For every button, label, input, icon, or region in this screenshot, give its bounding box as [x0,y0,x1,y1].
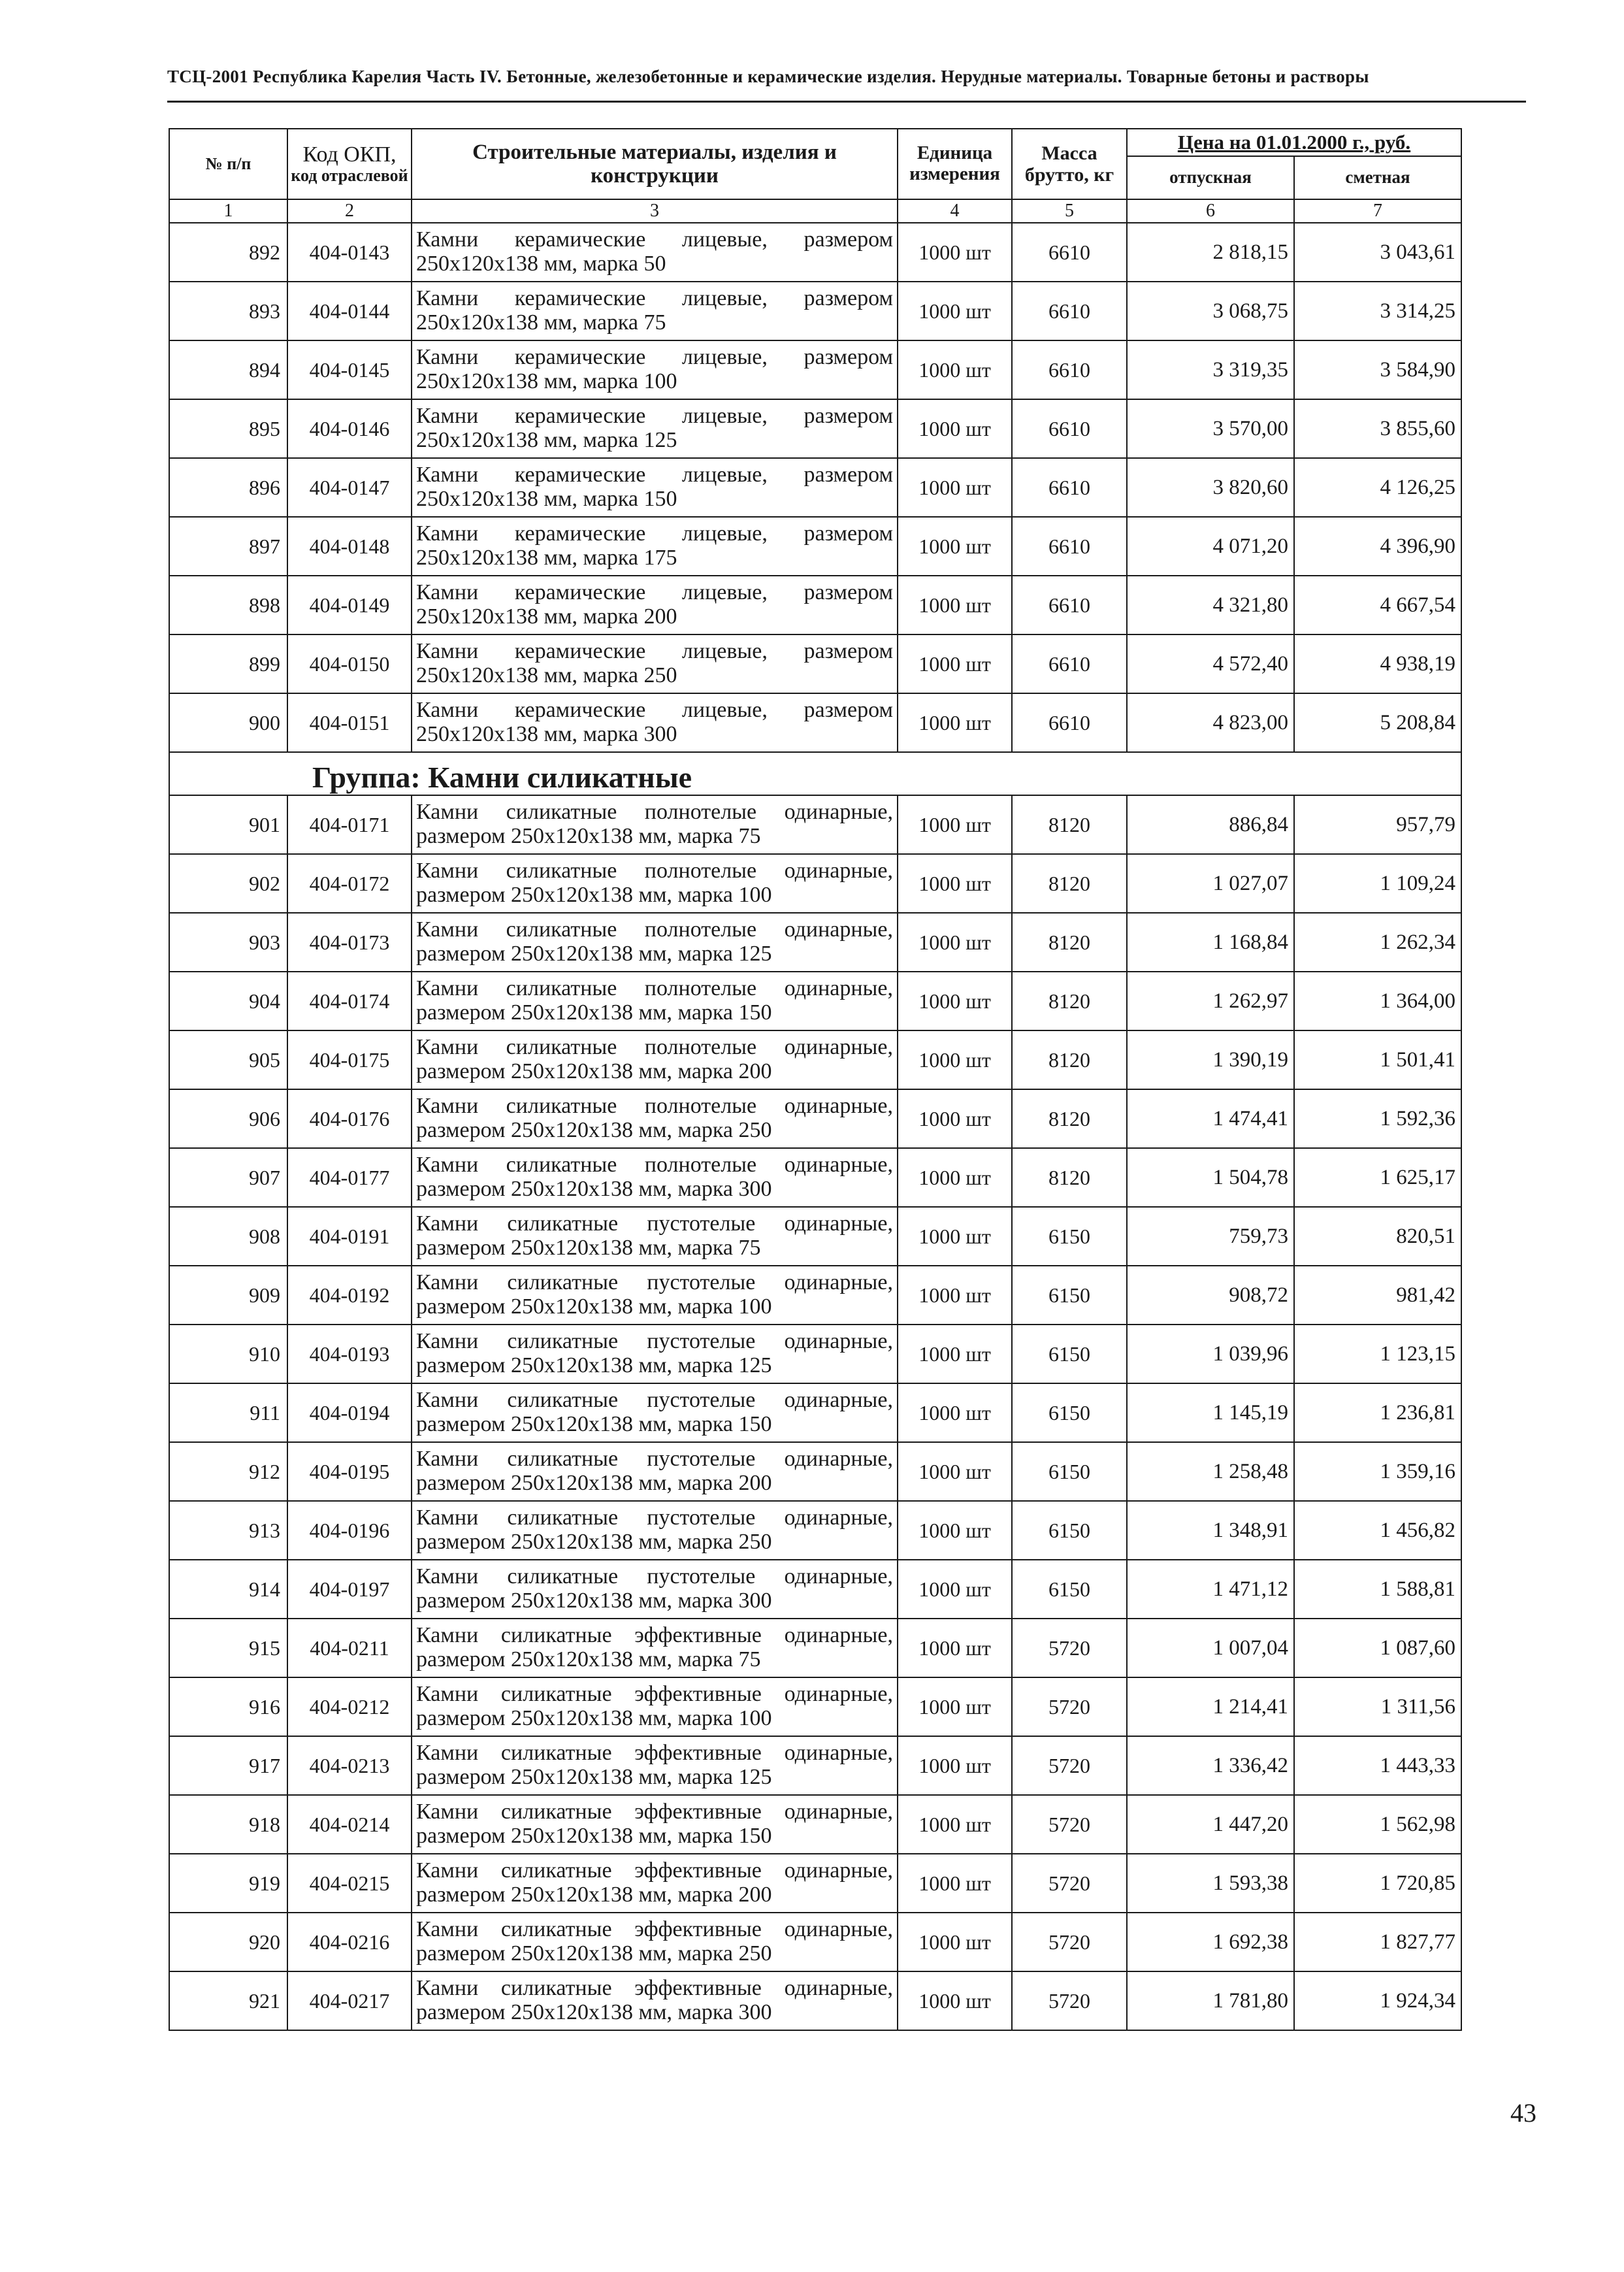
cell-price-release: 1 781,80 [1127,1971,1294,2030]
table-row [169,795,1461,854]
cell-price-estimate: 4 126,25 [1294,458,1461,517]
cell-price-release: 1 348,91 [1127,1501,1294,1560]
cell-num: 899 [169,634,287,693]
cell-okp-code: 404-0174 [287,972,412,1030]
cell-okp-code: 404-0144 [287,282,412,340]
cell-price-estimate: 1 588,81 [1294,1560,1461,1619]
cell-unit: 1000 шт [898,1089,1012,1148]
table-row [169,282,1461,340]
cell-mass: 6150 [1012,1207,1127,1266]
header-okp-subtitle: код отраслевой [291,166,408,186]
table-row [169,1736,1461,1795]
table-row [169,340,1461,399]
cell-price-estimate: 3 043,61 [1294,223,1461,282]
cell-description: Камни силикатные эффективные одинарные, размером 250x120x138 мм, марка 300 [412,1971,898,2030]
cell-num: 913 [169,1501,287,1560]
cell-unit: 1000 шт [898,223,1012,282]
cell-description: Камни силикатные полнотелые одинарные, размером 250x120x138 мм, марка 100 [412,854,898,913]
column-index: 2 [287,199,412,223]
cell-price-estimate: 5 208,84 [1294,693,1461,752]
cell-price-estimate: 820,51 [1294,1207,1461,1266]
cell-mass: 8120 [1012,972,1127,1030]
cell-price-release: 3 570,00 [1127,399,1294,458]
cell-okp-code: 404-0192 [287,1266,412,1325]
cell-price-estimate: 4 667,54 [1294,576,1461,634]
cell-description: Камни силикатные пустотелые одинарные, размером 250x120x138 мм, марка 150 [412,1383,898,1442]
column-index: 3 [412,199,898,223]
table-row [169,972,1461,1030]
cell-description: Камни керамические лицевые, размером 250x120x138 мм, марка 250 [412,634,898,693]
cell-price-release: 1 007,04 [1127,1619,1294,1677]
cell-okp-code: 404-0217 [287,1971,412,2030]
cell-description: Камни силикатные полнотелые одинарные, размером 250x120x138 мм, марка 250 [412,1089,898,1148]
table-row [169,1971,1461,2030]
cell-num: 919 [169,1854,287,1913]
cell-num: 893 [169,282,287,340]
cell-okp-code: 404-0216 [287,1913,412,1971]
cell-okp-code: 404-0151 [287,693,412,752]
cell-okp-code: 404-0176 [287,1089,412,1148]
cell-num: 905 [169,1030,287,1089]
cell-num: 912 [169,1442,287,1501]
cell-okp-code: 404-0148 [287,517,412,576]
cell-description: Камни керамические лицевые, размером 250x120x138 мм, марка 125 [412,399,898,458]
table-row [169,1677,1461,1736]
cell-unit: 1000 шт [898,913,1012,972]
cell-num: 914 [169,1560,287,1619]
cell-price-estimate: 1 311,56 [1294,1677,1461,1736]
cell-num: 895 [169,399,287,458]
cell-description: Камни силикатные эффективные одинарные, размером 250x120x138 мм, марка 200 [412,1854,898,1913]
cell-num: 916 [169,1677,287,1736]
cell-num: 900 [169,693,287,752]
cell-description: Камни силикатные пустотелые одинарные, размером 250x120x138 мм, марка 300 [412,1560,898,1619]
cell-price-release: 759,73 [1127,1207,1294,1266]
cell-price-estimate: 1 562,98 [1294,1795,1461,1854]
cell-mass: 6610 [1012,576,1127,634]
cell-price-release: 908,72 [1127,1266,1294,1325]
cell-mass: 6610 [1012,693,1127,752]
table-row [169,458,1461,517]
cell-mass: 5720 [1012,1619,1127,1677]
cell-unit: 1000 шт [898,854,1012,913]
cell-price-release: 1 447,20 [1127,1795,1294,1854]
cell-price-estimate: 957,79 [1294,795,1461,854]
cell-price-estimate: 1 720,85 [1294,1854,1461,1913]
cell-mass: 5720 [1012,1677,1127,1736]
cell-num: 906 [169,1089,287,1148]
cell-mass: 8120 [1012,854,1127,913]
cell-unit: 1000 шт [898,1677,1012,1736]
cell-okp-code: 404-0194 [287,1383,412,1442]
cell-unit: 1000 шт [898,634,1012,693]
cell-description: Камни керамические лицевые, размером 250x120x138 мм, марка 150 [412,458,898,517]
cell-unit: 1000 шт [898,340,1012,399]
cell-num: 897 [169,517,287,576]
cell-description: Камни силикатные полнотелые одинарные, размером 250x120x138 мм, марка 150 [412,972,898,1030]
cell-okp-code: 404-0147 [287,458,412,517]
cell-price-release: 1 039,96 [1127,1325,1294,1383]
cell-unit: 1000 шт [898,576,1012,634]
table-row [169,1913,1461,1971]
cell-num: 920 [169,1913,287,1971]
group-row [169,752,1461,795]
cell-unit: 1000 шт [898,1501,1012,1560]
cell-description: Камни керамические лицевые, размером 250x120x138 мм, марка 100 [412,340,898,399]
cell-description: Камни силикатные эффективные одинарные, размером 250x120x138 мм, марка 75 [412,1619,898,1677]
cell-num: 911 [169,1383,287,1442]
cell-price-estimate: 1 109,24 [1294,854,1461,913]
cell-price-release: 3 319,35 [1127,340,1294,399]
column-index-row [169,199,1461,223]
cell-num: 915 [169,1619,287,1677]
cell-okp-code: 404-0143 [287,223,412,282]
cell-unit: 1000 шт [898,1795,1012,1854]
column-index: 1 [169,199,287,223]
cell-unit: 1000 шт [898,693,1012,752]
cell-description: Камни силикатные эффективные одинарные, размером 250x120x138 мм, марка 125 [412,1736,898,1795]
cell-okp-code: 404-0150 [287,634,412,693]
cell-description: Камни керамические лицевые, размером 250x120x138 мм, марка 300 [412,693,898,752]
cell-description: Камни керамические лицевые, размером 250x120x138 мм, марка 175 [412,517,898,576]
table-row [169,1560,1461,1619]
table-row [169,913,1461,972]
header-num: № п/п [169,129,287,199]
cell-okp-code: 404-0177 [287,1148,412,1207]
cell-unit: 1000 шт [898,795,1012,854]
page-number: 43 [1510,2098,1536,2128]
column-index: 6 [1127,199,1294,223]
cell-unit: 1000 шт [898,1971,1012,2030]
cell-mass: 6150 [1012,1501,1127,1560]
cell-mass: 5720 [1012,1854,1127,1913]
table-header [169,129,1461,199]
header-mass: Масса брутто, кг [1012,129,1127,199]
cell-okp-code: 404-0212 [287,1677,412,1736]
cell-price-release: 4 823,00 [1127,693,1294,752]
cell-price-release: 1 504,78 [1127,1148,1294,1207]
cell-price-estimate: 4 938,19 [1294,634,1461,693]
table-body [169,199,1461,2030]
cell-description: Камни силикатные пустотелые одинарные, размером 250x120x138 мм, марка 125 [412,1325,898,1383]
cell-mass: 6610 [1012,458,1127,517]
cell-price-release: 1 262,97 [1127,972,1294,1030]
cell-mass: 6150 [1012,1266,1127,1325]
cell-price-release: 1 692,38 [1127,1913,1294,1971]
table-row [169,576,1461,634]
cell-price-estimate: 1 443,33 [1294,1736,1461,1795]
table-row [169,693,1461,752]
cell-price-estimate: 1 262,34 [1294,913,1461,972]
cell-unit: 1000 шт [898,1325,1012,1383]
cell-price-release: 2 818,15 [1127,223,1294,282]
cell-okp-code: 404-0145 [287,340,412,399]
cell-unit: 1000 шт [898,1030,1012,1089]
cell-num: 907 [169,1148,287,1207]
cell-mass: 6610 [1012,282,1127,340]
cell-mass: 5720 [1012,1971,1127,2030]
cell-num: 917 [169,1736,287,1795]
cell-price-estimate: 3 855,60 [1294,399,1461,458]
group-title: Группа: Камни силикатные [169,752,1461,795]
cell-unit: 1000 шт [898,1383,1012,1442]
cell-price-estimate: 1 359,16 [1294,1442,1461,1501]
cell-unit: 1000 шт [898,282,1012,340]
cell-unit: 1000 шт [898,1148,1012,1207]
table-row [169,517,1461,576]
table-row [169,399,1461,458]
column-index: 5 [1012,199,1127,223]
cell-description: Камни силикатные полнотелые одинарные, размером 250x120x138 мм, марка 300 [412,1148,898,1207]
table-row [169,1030,1461,1089]
cell-mass: 8120 [1012,1089,1127,1148]
cell-price-release: 1 336,42 [1127,1736,1294,1795]
cell-mass: 6610 [1012,399,1127,458]
cell-num: 918 [169,1795,287,1854]
cell-price-estimate: 1 364,00 [1294,972,1461,1030]
cell-price-release: 4 321,80 [1127,576,1294,634]
cell-unit: 1000 шт [898,1854,1012,1913]
cell-num: 921 [169,1971,287,2030]
cell-unit: 1000 шт [898,399,1012,458]
cell-num: 909 [169,1266,287,1325]
cell-description: Камни силикатные полнотелые одинарные, размером 250x120x138 мм, марка 75 [412,795,898,854]
cell-unit: 1000 шт [898,1736,1012,1795]
cell-okp-code: 404-0213 [287,1736,412,1795]
cell-mass: 6610 [1012,517,1127,576]
cell-mass: 5720 [1012,1736,1127,1795]
cell-price-estimate: 981,42 [1294,1266,1461,1325]
cell-price-estimate: 1 592,36 [1294,1089,1461,1148]
table-row [169,1795,1461,1854]
cell-mass: 6610 [1012,223,1127,282]
cell-description: Камни силикатные эффективные одинарные, размером 250x120x138 мм, марка 150 [412,1795,898,1854]
column-index: 7 [1294,199,1461,223]
running-header: ТСЦ-2001 Республика Карелия Часть IV. Бетонные, железобетонные и керамические изделия. Нерудные материалы. Товарные бетоны и растворы [167,67,1369,86]
cell-mass: 8120 [1012,1030,1127,1089]
cell-price-estimate: 1 456,82 [1294,1501,1461,1560]
cell-okp-code: 404-0195 [287,1442,412,1501]
cell-price-release: 1 474,41 [1127,1089,1294,1148]
cell-okp-code: 404-0172 [287,854,412,913]
cell-price-release: 3 068,75 [1127,282,1294,340]
cell-description: Камни силикатные пустотелые одинарные, размером 250x120x138 мм, марка 200 [412,1442,898,1501]
cell-price-release: 1 258,48 [1127,1442,1294,1501]
cell-description: Камни силикатные пустотелые одинарные, размером 250x120x138 мм, марка 250 [412,1501,898,1560]
cell-unit: 1000 шт [898,972,1012,1030]
cell-mass: 6150 [1012,1560,1127,1619]
cell-mass: 6610 [1012,340,1127,399]
table-row [169,1325,1461,1383]
table-row [169,223,1461,282]
cell-num: 908 [169,1207,287,1266]
cell-unit: 1000 шт [898,1913,1012,1971]
cell-okp-code: 404-0149 [287,576,412,634]
header-price-release: отпускная [1127,156,1294,199]
cell-mass: 8120 [1012,795,1127,854]
column-index: 4 [898,199,1012,223]
cell-description: Камни силикатные пустотелые одинарные, размером 250x120x138 мм, марка 75 [412,1207,898,1266]
cell-description: Камни керамические лицевые, размером 250x120x138 мм, марка 50 [412,223,898,282]
cell-description: Камни силикатные полнотелые одинарные, размером 250x120x138 мм, марка 200 [412,1030,898,1089]
cell-price-estimate: 1 625,17 [1294,1148,1461,1207]
cell-unit: 1000 шт [898,517,1012,576]
header-rule [167,101,1526,103]
cell-okp-code: 404-0197 [287,1560,412,1619]
cell-okp-code: 404-0146 [287,399,412,458]
cell-okp-code: 404-0215 [287,1854,412,1913]
table-row [169,1854,1461,1913]
cell-okp-code: 404-0173 [287,913,412,972]
cell-num: 903 [169,913,287,972]
cell-price-release: 886,84 [1127,795,1294,854]
table-row [169,1442,1461,1501]
table-row [169,1089,1461,1148]
table-row [169,1266,1461,1325]
header-okp-title: Код ОКП, [302,142,397,167]
cell-price-estimate: 1 236,81 [1294,1383,1461,1442]
cell-price-estimate: 1 827,77 [1294,1913,1461,1971]
cell-price-estimate: 3 584,90 [1294,340,1461,399]
cell-mass: 6150 [1012,1442,1127,1501]
header-material: Строительные материалы, изделия и конструкции [412,129,898,199]
cell-num: 894 [169,340,287,399]
cell-description: Камни силикатные эффективные одинарные, размером 250x120x138 мм, марка 250 [412,1913,898,1971]
cell-price-estimate: 1 501,41 [1294,1030,1461,1089]
cell-unit: 1000 шт [898,1266,1012,1325]
cell-num: 901 [169,795,287,854]
cell-num: 904 [169,972,287,1030]
cell-okp-code: 404-0196 [287,1501,412,1560]
header-okp [287,129,412,199]
cell-okp-code: 404-0191 [287,1207,412,1266]
table-row [169,854,1461,913]
table-row [169,1501,1461,1560]
cell-price-release: 3 820,60 [1127,458,1294,517]
cell-price-release: 1 214,41 [1127,1677,1294,1736]
table-row [169,1207,1461,1266]
price-table [169,128,1462,2031]
cell-description: Камни керамические лицевые, размером 250x120x138 мм, марка 200 [412,576,898,634]
cell-unit: 1000 шт [898,458,1012,517]
cell-okp-code: 404-0211 [287,1619,412,1677]
cell-num: 910 [169,1325,287,1383]
cell-price-release: 4 572,40 [1127,634,1294,693]
cell-price-release: 1 390,19 [1127,1030,1294,1089]
cell-mass: 6610 [1012,634,1127,693]
cell-description: Камни керамические лицевые, размером 250x120x138 мм, марка 75 [412,282,898,340]
cell-mass: 8120 [1012,913,1127,972]
cell-price-release: 1 145,19 [1127,1383,1294,1442]
cell-okp-code: 404-0171 [287,795,412,854]
cell-description: Камни силикатные эффективные одинарные, размером 250x120x138 мм, марка 100 [412,1677,898,1736]
cell-price-release: 1 027,07 [1127,854,1294,913]
cell-price-release: 1 593,38 [1127,1854,1294,1913]
cell-num: 898 [169,576,287,634]
cell-okp-code: 404-0193 [287,1325,412,1383]
cell-mass: 8120 [1012,1148,1127,1207]
cell-num: 902 [169,854,287,913]
cell-description: Камни силикатные полнотелые одинарные, размером 250x120x138 мм, марка 125 [412,913,898,972]
header-price-estimate: сметная [1294,156,1461,199]
cell-price-release: 1 168,84 [1127,913,1294,972]
cell-unit: 1000 шт [898,1619,1012,1677]
cell-num: 896 [169,458,287,517]
header-price-group: Цена на 01.01.2000 г., руб. [1127,129,1461,156]
cell-description: Камни силикатные пустотелые одинарные, размером 250x120x138 мм, марка 100 [412,1266,898,1325]
cell-mass: 5720 [1012,1795,1127,1854]
cell-price-estimate: 1 123,15 [1294,1325,1461,1383]
header-unit: Единица измерения [898,129,1012,199]
table-row [169,1148,1461,1207]
cell-mass: 5720 [1012,1913,1127,1971]
cell-num: 892 [169,223,287,282]
cell-price-estimate: 4 396,90 [1294,517,1461,576]
cell-unit: 1000 шт [898,1560,1012,1619]
cell-price-estimate: 1 087,60 [1294,1619,1461,1677]
table-row [169,1619,1461,1677]
cell-unit: 1000 шт [898,1442,1012,1501]
cell-price-release: 1 471,12 [1127,1560,1294,1619]
cell-price-release: 4 071,20 [1127,517,1294,576]
table-row [169,634,1461,693]
cell-okp-code: 404-0175 [287,1030,412,1089]
cell-mass: 6150 [1012,1383,1127,1442]
cell-price-estimate: 3 314,25 [1294,282,1461,340]
cell-price-estimate: 1 924,34 [1294,1971,1461,2030]
cell-okp-code: 404-0214 [287,1795,412,1854]
cell-mass: 6150 [1012,1325,1127,1383]
table-row [169,1383,1461,1442]
cell-unit: 1000 шт [898,1207,1012,1266]
